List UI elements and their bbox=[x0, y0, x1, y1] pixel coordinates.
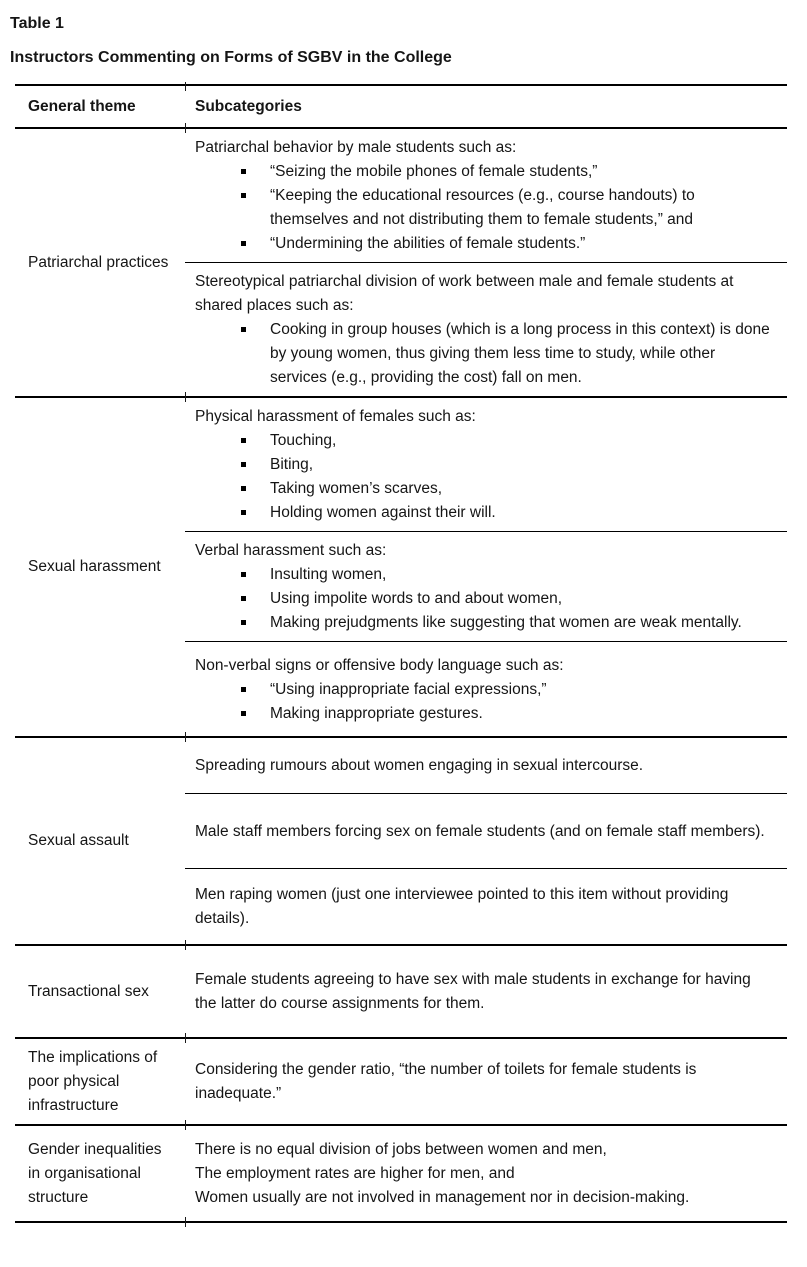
subcategory-cell bbox=[185, 262, 787, 396]
bullet-list bbox=[195, 318, 775, 390]
bullet-text: Cooking in group houses (which is a long process in this context) is done by young women, thus giving them less time to study, while other services (e.g., providing the cost) fall on men. bbox=[270, 321, 770, 386]
bullet-square-icon bbox=[241, 462, 246, 467]
table-section-row bbox=[15, 738, 787, 946]
subcategory-cell bbox=[185, 946, 787, 1037]
theme-cell bbox=[15, 398, 185, 736]
subcategory-text: Physical harassment of females such as: bbox=[195, 408, 476, 425]
bullet-square-icon bbox=[241, 327, 246, 332]
bullet-item bbox=[195, 501, 775, 525]
theme-cell bbox=[15, 1126, 185, 1221]
theme-label: Gender inequalities in organisational structure bbox=[28, 1140, 162, 1206]
column-boundary-tick bbox=[185, 392, 186, 402]
bullet-item bbox=[195, 678, 775, 702]
bullet-item bbox=[195, 563, 775, 587]
subcategory-text: Stereotypical patriarchal division of work between male and female students at shared places such as: bbox=[195, 273, 734, 314]
bullet-text: “Undermining the abilities of female students.” bbox=[270, 235, 586, 252]
bullet-item bbox=[195, 184, 775, 232]
table-section-row bbox=[15, 398, 787, 738]
bullet-text: Biting, bbox=[270, 456, 314, 473]
bullet-item bbox=[195, 611, 775, 635]
theme-cell bbox=[15, 129, 185, 396]
subcategories-column bbox=[185, 1126, 787, 1221]
column-boundary-tick bbox=[185, 123, 186, 133]
bullet-item bbox=[195, 160, 775, 184]
subcategory-text: Female students agreeing to have sex with male students in exchange for having the latter do course assignments for them. bbox=[195, 971, 751, 1012]
column-boundary-tick bbox=[185, 1120, 186, 1130]
theme-label: Transactional sex bbox=[28, 982, 149, 1000]
bullet-square-icon bbox=[241, 193, 246, 198]
bullet-item bbox=[195, 429, 775, 453]
bullet-text: “Seizing the mobile phones of female students,” bbox=[270, 163, 598, 180]
bullet-text: Making prejudgments like suggesting that women are weak mentally. bbox=[270, 614, 742, 631]
subcategory-cell bbox=[185, 1126, 787, 1221]
subcategory-text: Considering the gender ratio, “the number of toilets for female students is inadequate.” bbox=[195, 1061, 697, 1102]
column-boundary-tick bbox=[185, 732, 186, 742]
bullet-square-icon bbox=[241, 711, 246, 716]
subcategory-cell bbox=[185, 129, 787, 262]
bullet-square-icon bbox=[241, 241, 246, 246]
subcategory-text: Non-verbal signs or offensive body language such as: bbox=[195, 656, 564, 674]
theme-label: Sexual harassment bbox=[28, 558, 161, 575]
bullet-item bbox=[195, 453, 775, 477]
table-section-row bbox=[15, 129, 787, 398]
bullet-text: Touching, bbox=[270, 432, 337, 449]
column-boundary-tick bbox=[185, 1033, 186, 1043]
bullet-item bbox=[195, 477, 775, 501]
bullet-square-icon bbox=[241, 486, 246, 491]
bullet-list bbox=[195, 429, 775, 525]
table-title: Instructors Commenting on Forms of SGBV in the College bbox=[10, 49, 452, 66]
subcategories-column bbox=[185, 398, 787, 736]
column-boundary-tick bbox=[185, 82, 186, 91]
bullet-item bbox=[195, 587, 775, 611]
table-header-row bbox=[15, 84, 787, 129]
bullet-text: Insulting women, bbox=[270, 566, 387, 583]
table-label: Table 1 bbox=[10, 15, 64, 32]
subcategory-cell bbox=[185, 641, 787, 736]
subcategory-cell bbox=[185, 793, 787, 868]
bullet-list bbox=[195, 160, 775, 256]
table-section-row bbox=[15, 946, 787, 1039]
subcategories-column bbox=[185, 129, 787, 396]
subcategory-cell bbox=[185, 738, 787, 793]
theme-label: Sexual assault bbox=[28, 832, 129, 849]
bullet-square-icon bbox=[241, 169, 246, 174]
subcategory-text: Women usually are not involved in management nor in decision-making. bbox=[195, 1189, 690, 1206]
column-header-general-theme: General theme bbox=[28, 97, 136, 115]
table-caption bbox=[10, 14, 807, 68]
table-section-row bbox=[15, 1039, 787, 1126]
bullet-text: Using impolite words to and about women, bbox=[270, 590, 563, 607]
bullet-text: Holding women against their will. bbox=[270, 504, 496, 521]
bullet-square-icon bbox=[241, 596, 246, 601]
subcategory-cell bbox=[185, 398, 787, 531]
sgbv-table bbox=[15, 84, 787, 1267]
column-boundary-tick bbox=[185, 940, 186, 950]
subcategory-text: Patriarchal behavior by male students such as: bbox=[195, 139, 517, 156]
column-header-subcategories: Subcategories bbox=[195, 97, 302, 115]
bullet-list bbox=[195, 678, 775, 726]
theme-cell bbox=[15, 946, 185, 1037]
bullet-square-icon bbox=[241, 620, 246, 625]
theme-label: Patriarchal practices bbox=[28, 253, 169, 271]
bullet-list bbox=[195, 563, 775, 635]
bullet-text: Taking women’s scarves, bbox=[270, 480, 443, 497]
subcategory-text: The employment rates are higher for men, and bbox=[195, 1165, 515, 1182]
bullet-item bbox=[195, 702, 775, 726]
theme-cell bbox=[15, 738, 185, 944]
subcategory-text: There is no equal division of jobs between women and men, bbox=[195, 1141, 607, 1158]
subcategory-text: Men raping women (just one interviewee pointed to this item without providing details). bbox=[195, 886, 729, 927]
bullet-square-icon bbox=[241, 510, 246, 515]
bullet-item bbox=[195, 318, 775, 390]
subcategories-column bbox=[185, 1039, 787, 1124]
bullet-text: “Keeping the educational resources (e.g., course handouts) to themselves and not distributing them to female students,” and bbox=[270, 187, 695, 228]
subcategory-cell bbox=[185, 531, 787, 641]
subcategories-column bbox=[185, 946, 787, 1037]
bullet-text: “Using inappropriate facial expressions,” bbox=[270, 680, 547, 698]
bullet-square-icon bbox=[241, 687, 246, 692]
theme-cell bbox=[15, 1039, 185, 1124]
subcategory-text: Verbal harassment such as: bbox=[195, 542, 387, 559]
bullet-square-icon bbox=[241, 572, 246, 577]
table-empty-footer-row bbox=[15, 1223, 787, 1267]
bullet-item bbox=[195, 232, 775, 256]
table-body bbox=[15, 129, 787, 1223]
subcategory-text: Spreading rumours about women engaging in sexual intercourse. bbox=[195, 757, 644, 774]
bullet-square-icon bbox=[241, 438, 246, 443]
table-section-row bbox=[15, 1126, 787, 1223]
column-boundary-tick bbox=[185, 1217, 186, 1227]
subcategory-cell bbox=[185, 1039, 787, 1124]
bullet-text: Making inappropriate gestures. bbox=[270, 704, 483, 722]
subcategory-text: Male staff members forcing sex on female students (and on female staff members). bbox=[195, 822, 765, 840]
subcategories-column bbox=[185, 738, 787, 944]
subcategory-cell bbox=[185, 868, 787, 944]
theme-label: The implications of poor physical infrastructure bbox=[28, 1048, 158, 1114]
